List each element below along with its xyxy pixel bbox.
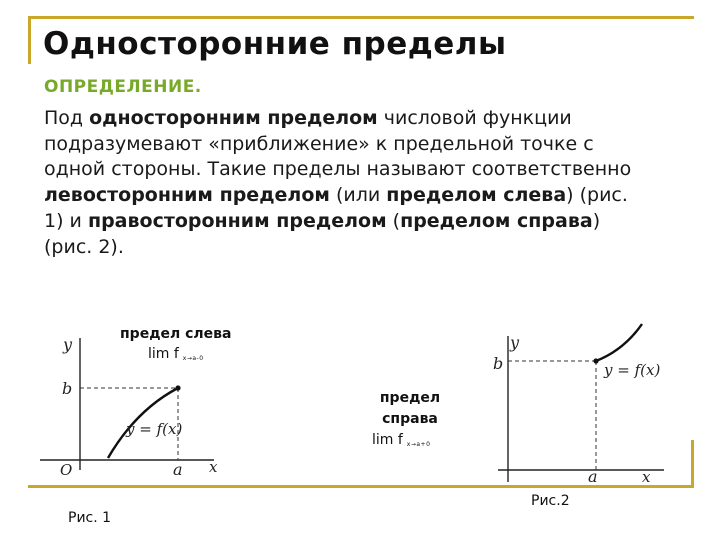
fig2-y-label: y — [510, 333, 520, 352]
left-limit-formula — [148, 346, 204, 362]
figure-2-caption: Рис.2 — [531, 493, 570, 509]
definition-paragraph — [44, 106, 644, 260]
fig2-endpoint — [593, 358, 598, 363]
definition-heading: ОПРЕДЕЛЕНИЕ. — [44, 77, 202, 97]
left-limit-label: предел слева — [120, 326, 232, 342]
def-bold-left-limit: левосторонним пределом — [44, 184, 330, 207]
top-rule — [28, 16, 694, 19]
right-limit-label — [362, 388, 458, 430]
fig1-b-label: b — [62, 379, 73, 398]
def-text-2: числовой функции подразумевают «приближение» к предельной точке с одной стороны. Такие пределы называют соответственно — [44, 107, 632, 181]
def-bold-one-sided: односторонним пределом — [89, 107, 378, 129]
def-text-5: ( — [386, 209, 401, 232]
fig1-x-label: x — [209, 458, 218, 476]
fig2-b-label: b — [493, 354, 504, 373]
fig2-x-label: x — [642, 468, 651, 485]
left-rule — [28, 16, 31, 64]
right-rule — [691, 440, 694, 488]
def-bold-limit-left: пределом слева — [386, 184, 567, 207]
right-limit-label-line2: справа — [382, 411, 438, 427]
right-lim-text: lim f — [372, 432, 403, 448]
fig2-func-label: y = f(x) — [604, 361, 661, 379]
slide-title: Односторонние пределы — [43, 26, 507, 62]
def-text-4: ) (рис. 1) и — [44, 184, 628, 232]
left-lim-text: lim f — [148, 346, 179, 362]
def-text-1: Под — [44, 107, 90, 129]
fig1-y-label: y — [63, 335, 73, 354]
def-bold-right-limit: правосторонним пределом — [87, 209, 387, 232]
fig1-func-label: y = f(x) — [126, 420, 183, 438]
fig1-a-label: a — [173, 460, 183, 479]
fig2-a-label: a — [588, 467, 598, 485]
def-text-6: ) (рис. 2). — [44, 209, 601, 258]
fig1-origin-label: O — [60, 461, 73, 479]
left-lim-sub: x→a-0 — [182, 355, 204, 362]
def-bold-limit-right: пределом справа — [400, 209, 593, 232]
bottom-rule — [28, 485, 694, 488]
right-lim-sub: x→a+0 — [406, 441, 431, 448]
fig1-endpoint — [175, 385, 180, 390]
figure-right-limit-graph — [484, 310, 684, 485]
figure-1-caption: Рис. 1 — [68, 510, 112, 526]
fig2-function-curve — [596, 324, 642, 361]
def-text-3: (или — [329, 184, 387, 207]
figure-left-limit-graph — [36, 330, 256, 480]
right-limit-formula — [372, 432, 430, 448]
right-limit-label-line1: предел — [379, 390, 441, 406]
